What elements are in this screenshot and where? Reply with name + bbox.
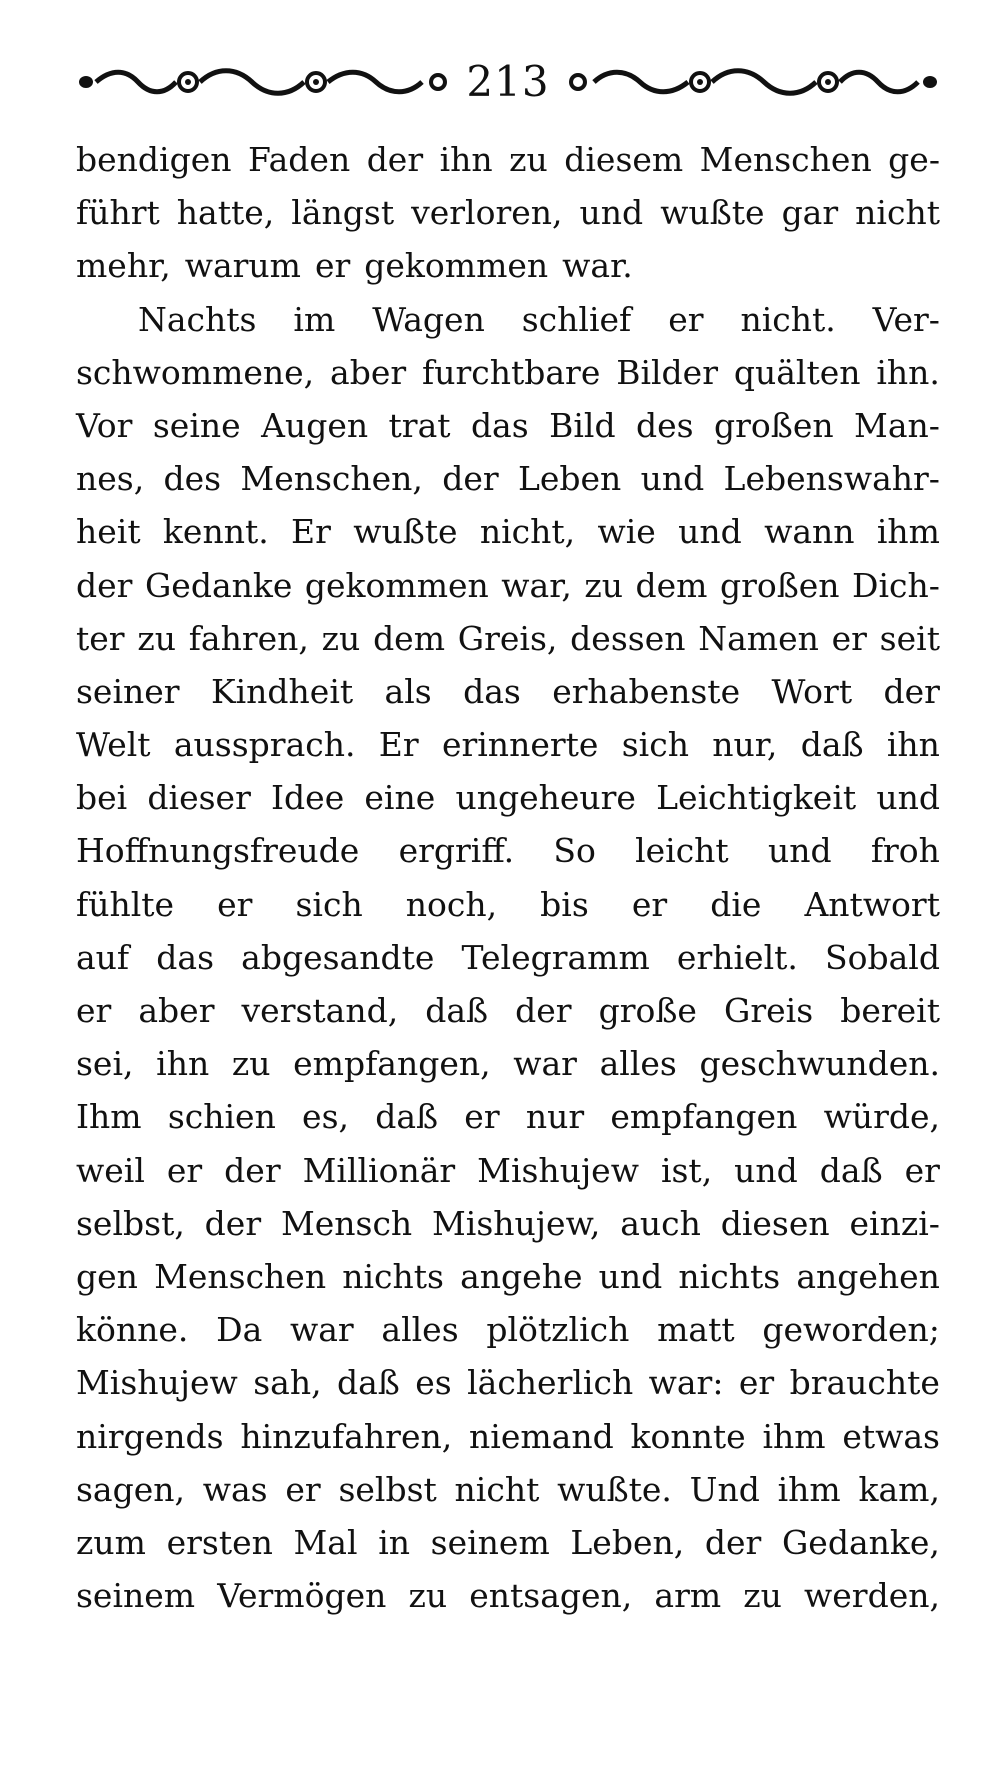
word: die — [710, 884, 762, 924]
word: daß — [819, 1150, 883, 1190]
word: Telegramm — [461, 937, 650, 977]
word: er — [217, 884, 253, 924]
word: könne. — [76, 1310, 189, 1350]
word: weil — [76, 1150, 145, 1190]
word: auch — [620, 1203, 701, 1243]
word: Da — [216, 1310, 263, 1350]
word: wußte — [353, 512, 458, 552]
word: eine — [364, 778, 436, 818]
word: abgesandte — [241, 937, 435, 977]
text-line — [76, 1516, 940, 1569]
text-line — [76, 1356, 940, 1409]
word: bis — [540, 884, 589, 924]
text-line — [76, 1144, 940, 1197]
word: bendigen — [76, 140, 232, 179]
word: Mal — [293, 1522, 358, 1562]
word: sich — [295, 884, 363, 924]
word: nichts — [678, 1256, 781, 1296]
word: Idee — [271, 778, 345, 818]
word: zu — [509, 140, 548, 179]
word: Ihm — [76, 1097, 142, 1137]
word: daß — [375, 1097, 439, 1137]
word: sei, — [76, 1044, 134, 1084]
word: Mishujew — [477, 1150, 639, 1190]
page-number: 213 — [466, 57, 550, 106]
word: der — [204, 1203, 262, 1243]
word: gekommen — [304, 565, 489, 605]
word: hatte, — [176, 193, 275, 233]
text-line — [76, 612, 940, 665]
word: führt — [76, 193, 160, 233]
word: ihm — [777, 1469, 841, 1509]
word: es, — [302, 1097, 350, 1137]
word: lächerlich — [467, 1363, 634, 1403]
word: der — [883, 671, 940, 711]
word: das — [156, 937, 215, 977]
word: Menschen — [699, 140, 872, 179]
word: er — [904, 1150, 940, 1190]
word: Er — [378, 725, 419, 765]
word: war — [289, 1310, 354, 1350]
word: zu — [743, 1576, 782, 1616]
word: erinnerte — [441, 725, 599, 765]
word: und — [598, 1256, 663, 1296]
word: alles — [381, 1310, 459, 1350]
word: ersten — [166, 1522, 273, 1562]
word: er — [285, 1469, 321, 1509]
word: Mishujew — [76, 1363, 238, 1403]
word: großen — [714, 405, 834, 445]
word: wußte — [660, 193, 765, 233]
text-line — [76, 931, 940, 984]
text-line — [76, 452, 940, 505]
word: mehr, — [76, 246, 171, 286]
word: kam, — [858, 1469, 940, 1509]
word: und — [640, 459, 705, 499]
word: ihn — [886, 725, 940, 765]
word: seit — [879, 618, 940, 658]
word: Kindheit — [210, 671, 354, 711]
word: So — [553, 831, 596, 871]
word: etwas — [842, 1416, 940, 1456]
word: und — [579, 193, 644, 233]
word: zum — [76, 1522, 146, 1562]
word: Wort — [771, 671, 853, 711]
word: Antwort — [804, 884, 940, 924]
word: der — [224, 1150, 281, 1190]
word: entsagen, — [469, 1576, 633, 1616]
word: angehen — [796, 1256, 940, 1296]
body-text — [76, 133, 940, 1622]
word: Leben — [517, 459, 622, 499]
word: nicht — [855, 193, 940, 233]
word: aber — [330, 352, 407, 392]
word: Und — [689, 1469, 760, 1509]
word: froh — [870, 831, 940, 871]
word: erhielt. — [676, 937, 798, 977]
word: Hoffnungsfreude — [76, 831, 360, 871]
text-line — [76, 559, 940, 612]
word: er — [76, 991, 112, 1030]
text-line — [76, 824, 940, 877]
word: das — [470, 405, 529, 445]
text-line — [76, 771, 940, 824]
word: Augen — [261, 405, 369, 445]
word: der — [76, 565, 133, 605]
word: nicht — [454, 1469, 540, 1509]
word: aber — [138, 991, 215, 1030]
word: nichts — [342, 1256, 444, 1296]
word: empfangen — [610, 1097, 798, 1137]
page-header — [76, 52, 940, 112]
word: Nachts — [138, 299, 257, 339]
word: ter — [76, 618, 125, 658]
word: dessen — [570, 618, 686, 658]
word: war, — [501, 565, 572, 605]
word: er — [668, 299, 704, 339]
word: schlief — [521, 299, 632, 339]
word: seine — [152, 405, 241, 445]
word: Faden — [247, 140, 351, 179]
word: bereit — [840, 991, 940, 1030]
word: und — [876, 778, 940, 818]
text-line — [76, 1197, 940, 1250]
word: dem — [635, 565, 708, 605]
word: wann — [764, 512, 855, 552]
word: Bild — [549, 405, 616, 445]
word: Vor — [76, 405, 133, 445]
word: und — [767, 831, 832, 871]
word: nicht, — [479, 512, 576, 552]
word: gar — [781, 193, 839, 233]
word: der — [442, 459, 499, 499]
word: konnte — [630, 1416, 746, 1456]
text-line — [76, 1569, 940, 1622]
right-ornament-icon — [560, 65, 940, 99]
word: Greis, — [457, 618, 558, 658]
word: Menschen — [154, 1256, 327, 1296]
word: fühlte — [76, 884, 175, 924]
word: er — [631, 884, 668, 924]
word: würde, — [823, 1097, 940, 1137]
word: matt — [657, 1310, 735, 1350]
word: sah, — [253, 1363, 322, 1403]
word: niemand — [469, 1416, 614, 1456]
word: Mensch — [280, 1203, 413, 1243]
word: Namen — [698, 618, 819, 658]
word: er — [831, 618, 867, 658]
word: das — [463, 671, 521, 711]
word: nicht. — [740, 299, 836, 339]
word: nur, — [712, 725, 778, 765]
word: ergriff. — [398, 831, 515, 871]
word: diesem — [564, 140, 684, 179]
word: warum — [184, 246, 301, 286]
word: daß — [800, 725, 864, 765]
word: Sobald — [825, 937, 940, 977]
text-line — [76, 1090, 940, 1143]
text-line — [76, 399, 940, 452]
word: des — [163, 459, 222, 499]
word: noch, — [405, 884, 498, 924]
word: verloren, — [411, 193, 563, 233]
text-line — [76, 133, 940, 186]
word: es — [415, 1363, 452, 1403]
word: er — [314, 246, 351, 286]
word: in — [378, 1522, 410, 1562]
word: werden, — [804, 1576, 940, 1616]
text-line — [76, 665, 940, 718]
word: Leichtigkeit — [656, 778, 857, 818]
word: wie — [597, 512, 656, 552]
text-line — [76, 1303, 940, 1356]
word: wußte. — [557, 1469, 672, 1509]
text-line — [76, 1463, 940, 1516]
word: was — [202, 1469, 268, 1509]
word: dem — [373, 618, 446, 658]
word: Gedanke — [144, 565, 293, 605]
word: Man- — [854, 405, 940, 445]
word: schien — [167, 1097, 276, 1137]
word: gekommen — [364, 246, 549, 286]
word: Bilder — [616, 352, 718, 392]
word: auf — [76, 937, 130, 977]
word: seiner — [76, 671, 180, 711]
word: zu — [137, 618, 176, 658]
word: plötzlich — [486, 1310, 630, 1350]
word: heit — [76, 512, 141, 552]
word: nur — [525, 1097, 585, 1137]
word: selbst — [338, 1469, 437, 1509]
word: leicht — [635, 831, 729, 871]
word: nirgends — [76, 1416, 224, 1456]
word: große — [598, 991, 697, 1030]
word: Er — [291, 512, 331, 552]
word: fahren, — [188, 618, 309, 658]
word: quälten — [733, 352, 861, 392]
word: längst — [291, 193, 395, 233]
word: seinem — [76, 1576, 196, 1616]
text-line — [76, 984, 940, 1037]
word: zu — [584, 565, 623, 605]
word: selbst, — [76, 1203, 185, 1243]
word: ist, — [660, 1150, 713, 1190]
text-line — [76, 346, 940, 399]
word: furchtbare — [422, 352, 601, 392]
word: ungeheure — [455, 778, 636, 818]
word: hinzufahren, — [240, 1416, 453, 1456]
word: kennt. — [162, 512, 269, 552]
word: Gedanke, — [781, 1522, 940, 1562]
word: Lebenswahr- — [723, 459, 940, 499]
word: ihn — [439, 140, 493, 179]
word: verstand, — [241, 991, 399, 1030]
word: ihm — [876, 512, 940, 552]
word: war — [513, 1044, 577, 1084]
word: sich — [621, 725, 689, 765]
text-line — [76, 878, 940, 931]
word: daß — [336, 1363, 400, 1403]
word: schwommene, — [76, 352, 315, 392]
word: zu — [408, 1576, 448, 1616]
word: Mishujew, — [432, 1203, 601, 1243]
text-line — [76, 718, 940, 771]
word: zu — [231, 1044, 271, 1084]
word: Vermögen — [217, 1576, 387, 1616]
text-line — [76, 1250, 940, 1303]
text-line — [76, 239, 940, 292]
word: alles — [599, 1044, 677, 1084]
word: trat — [388, 405, 451, 445]
word: zu — [321, 618, 361, 658]
word: der — [704, 1522, 762, 1562]
word: Greis — [724, 991, 814, 1030]
word: der — [366, 140, 424, 179]
word: ihn. — [876, 352, 940, 392]
word: seinem — [430, 1522, 550, 1562]
word: und — [734, 1150, 798, 1190]
word: brauchte — [789, 1363, 940, 1403]
word: dieser — [147, 778, 251, 818]
word: ge- — [888, 140, 940, 179]
word: erhabenste — [552, 671, 741, 711]
word: sagen, — [76, 1469, 186, 1509]
word: arm — [654, 1576, 722, 1616]
word: Welt — [76, 725, 151, 765]
word: er — [166, 1150, 203, 1190]
text-line — [76, 505, 940, 558]
word: des — [636, 405, 694, 445]
word: Ver- — [872, 299, 940, 339]
word: daß — [425, 991, 489, 1030]
word: Millionär — [302, 1150, 456, 1190]
word: er — [738, 1363, 775, 1403]
word: ihm — [762, 1416, 826, 1456]
text-line — [76, 293, 940, 346]
word: geworden; — [762, 1310, 940, 1350]
word: im — [293, 299, 336, 339]
word: war: — [648, 1363, 724, 1403]
word: empfangen, — [293, 1044, 491, 1084]
word: und — [678, 512, 742, 552]
word: Wagen — [372, 299, 485, 339]
left-ornament-icon — [76, 65, 456, 99]
text-line — [76, 186, 940, 239]
text-line — [76, 1410, 940, 1463]
word: ihn — [156, 1044, 210, 1084]
word: diesen — [720, 1203, 830, 1243]
word: er — [464, 1097, 500, 1137]
word: Menschen, — [240, 459, 423, 499]
word: großen — [719, 565, 840, 605]
word: als — [384, 671, 432, 711]
word: der — [515, 991, 572, 1030]
word: Leben, — [570, 1522, 685, 1562]
word: aussprach. — [173, 725, 356, 765]
word: gen — [76, 1256, 138, 1296]
word: einzi- — [849, 1203, 940, 1243]
word: geschwunden. — [699, 1044, 940, 1084]
word: bei — [76, 778, 128, 818]
word: nes, — [76, 459, 145, 499]
word: war. — [562, 246, 633, 286]
word: Dich- — [852, 565, 940, 605]
text-line — [76, 1037, 940, 1090]
word: angehe — [460, 1256, 583, 1296]
